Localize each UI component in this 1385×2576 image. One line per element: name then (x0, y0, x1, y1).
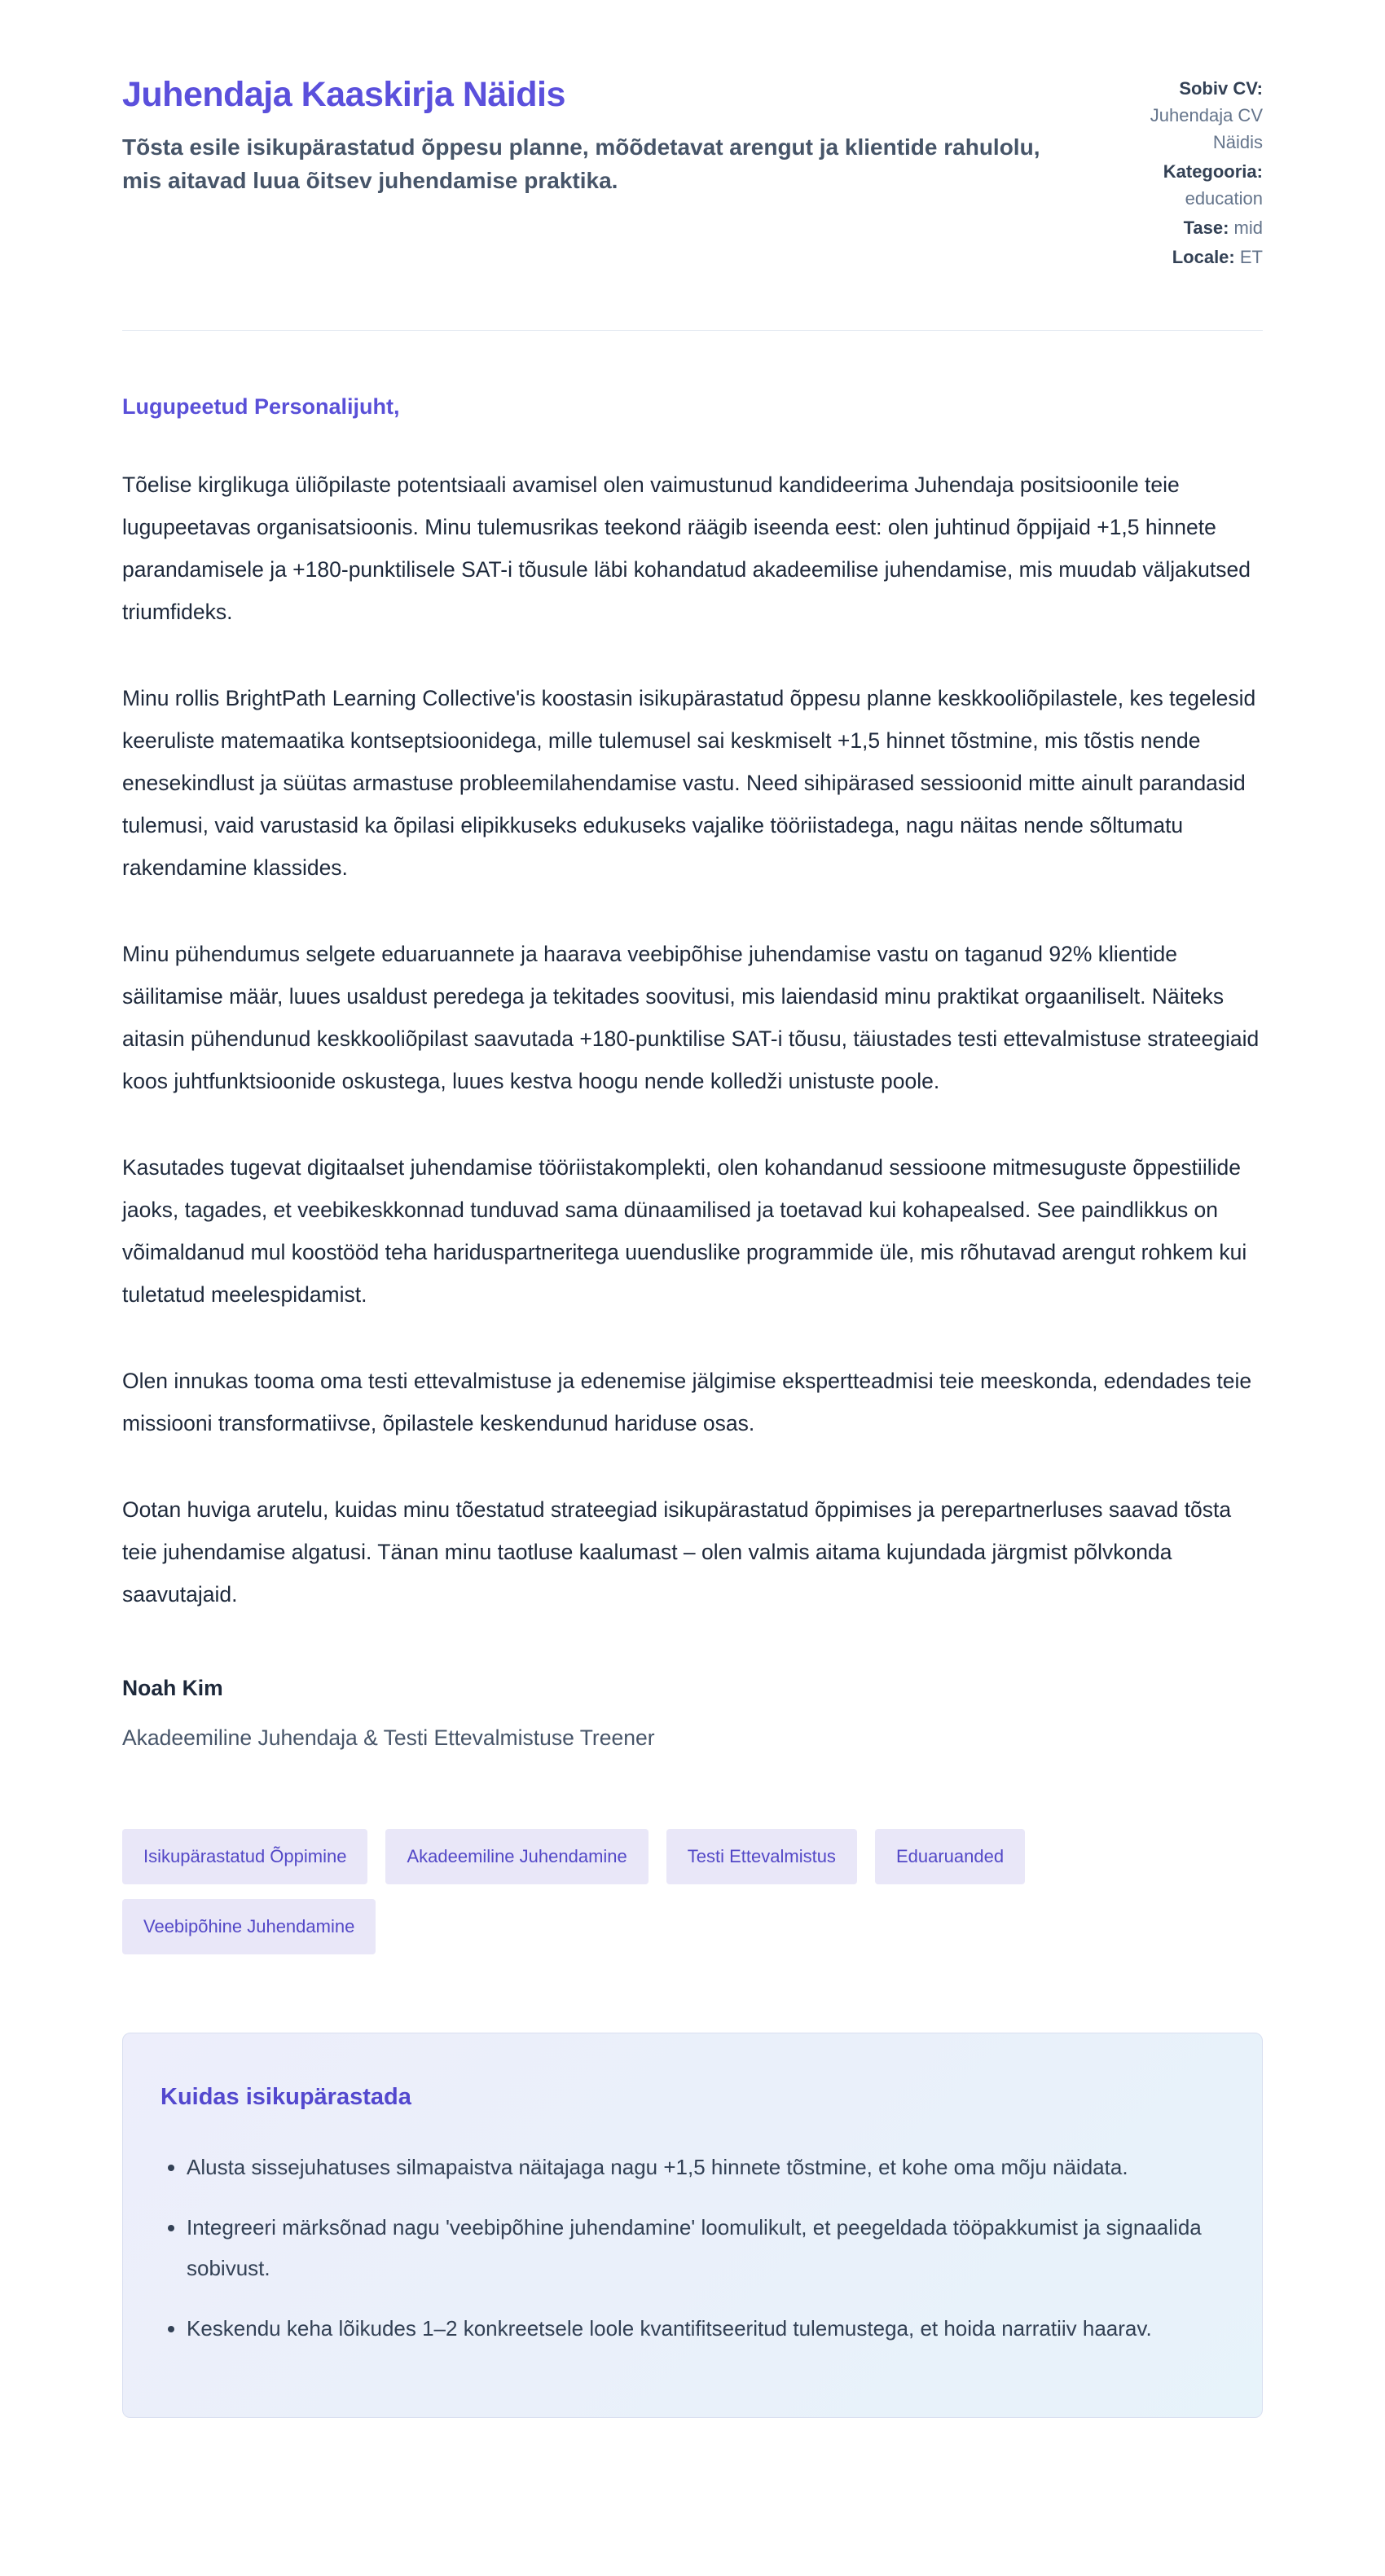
letter-paragraph: Tõelise kirglikuga üliõpilaste potentsiaali avamisel olen vaimustunud kandideerima Juhendaja positsioonile teie lugupeetavas organisatsioonis. Minu tulemusrikas teekond räägib iseenda eest: olen juhtinud õppijaid +1,5 hinnete parandamisele ja +180-punktilisele SAT-i tõusule läbi kohandatud akadeemilise juhendamise, mis muudab väljakutsed triumfideks. (122, 473, 1251, 624)
meta-label: Sobiv CV: (1179, 78, 1263, 99)
tag-test-prep: Testi Ettevalmistus (666, 1829, 857, 1884)
tips-item: • Keskendu keha lõikudes 1–2 konkreetsele loole kvantifitseeritud tulemustega, et hoida narratiiv haarav. (187, 2308, 1221, 2349)
meta-panel (1096, 75, 1263, 273)
signature-role: Akadeemiline Juhendaja & Testi Ettevalmistuse Treener (122, 1725, 655, 1750)
meta-value: Juhendaja CV Näidis (1150, 105, 1263, 152)
meta-value: education (1185, 188, 1263, 209)
header-divider (122, 330, 1263, 331)
meta-row-level (1096, 214, 1263, 241)
letter-greeting: Lugupeetud Personalijuht, (122, 394, 400, 419)
page-title: Juhendaja Kaaskirja Näidis (122, 75, 565, 114)
page-header (122, 75, 1263, 273)
keyword-tags (122, 1829, 1263, 1954)
personalization-tips-box (122, 2033, 1263, 2418)
tag-personalized-learning: Isikupärastatud Õppimine (122, 1829, 367, 1884)
tips-list (160, 2147, 1221, 2349)
meta-row-matching-cv (1096, 75, 1263, 156)
tips-item: • Alusta sissejuhatuses silmapaistva näitajaga nagu +1,5 hinnete tõstmine, et kohe oma mõju näidata. (187, 2147, 1221, 2187)
meta-label: Kategooria: (1163, 161, 1263, 182)
letter-paragraph: Ootan huviga arutelu, kuidas minu tõestatud strateegiad isikupärastatud õppimises ja perepartnerluses saavad tõsta teie juhendamise algatusi. Tänan minu taotluse kaalumast – olen valmis aitama kujundada järgmist põlvkonda saavutajaid. (122, 1497, 1232, 1607)
tips-title: Kuidas isikupärastada (160, 2084, 411, 2110)
header-title-block (122, 75, 1067, 197)
meta-label: Locale: (1172, 247, 1235, 267)
letter-paragraph: Minu rollis BrightPath Learning Collective'is koostasin isikupärastatud õppesu planne keskkooliõpilastele, kes tegelesid keeruliste matemaatika kontseptsioonidega, mille tulemusel sai keskmiselt +1,5 hinnet tõstmine, mis tõstis nende enesekindlust ja süütas armastuse probleemilahendamise vastu. Need sihipärased sessioonid mitte ainult parandasid tulemusi, vaid varustasid ka õpilasi elipikkuseks edukuseks vajalike tööriistadega, nagu näitas nende sõltumatu rakendamine klassides. (122, 686, 1256, 880)
letter-body (122, 394, 1263, 1751)
meta-row-locale (1096, 244, 1263, 270)
meta-label: Tase: (1183, 218, 1229, 238)
letter-paragraph: Olen innukas tooma oma testi ettevalmistuse ja edenemise jälgimise ekspertteadmisi teie meeskonda, edendades teie missiooni transformatiivse, õpilastele keskendunud hariduse osas. (122, 1369, 1252, 1435)
meta-value: ET (1239, 247, 1263, 267)
tag-progress-reports: Eduaruanded (875, 1829, 1025, 1884)
page-subtitle: Tõsta esile isikupärastatud õppesu planne, mõõdetavat arengut ja klientide rahulolu, mis aitavad luua õitsev juhendamise praktika. (122, 134, 1040, 193)
tag-academic-tutoring: Akadeemiline Juhendamine (385, 1829, 648, 1884)
signature-name: Noah Kim (122, 1676, 223, 1700)
meta-value: mid (1233, 218, 1263, 238)
meta-row-category (1096, 158, 1263, 212)
letter-paragraph: Minu pühendumus selgete eduaruannete ja haarava veebipõhise juhendamise vastu on taganud 92% klientide säilitamise määr, luues usaldust peredega ja tekitades soovitusi, mis laiendasid minu praktikat orgaaniliselt. Näiteks aitasin pühendunud keskkooliõpilast saavutada +180-punktilise SAT-i tõusu, täiustades testi ettevalmistuse strateegiaid koos juhtfunktsioonide oskustega, luues kestva hoogu nende kolledži unistuste poole. (122, 942, 1260, 1093)
tips-item: • Integreeri märksõnad nagu 'veebipõhine juhendamine' loomulikult, et peegeldada tööpakkumist ja signaalida sobivust. (187, 2207, 1221, 2288)
tag-online-tutoring: Veebipõhine Juhendamine (122, 1899, 376, 1954)
letter-paragraph: Kasutades tugevat digitaalset juhendamise tööriistakomplekti, olen kohandanud sessioone mitmesuguste õppestiilide jaoks, tagades, et veebikeskkonnad tunduvad sama dünaamilised ja toetavad kui kohapealsed. See paindlikkus on võimaldanud mul koostööd teha hariduspartneritega uuenduslike programmide üle, mis rõhutavad arengut rohkem kui tuletatud meelespidamist. (122, 1155, 1247, 1307)
